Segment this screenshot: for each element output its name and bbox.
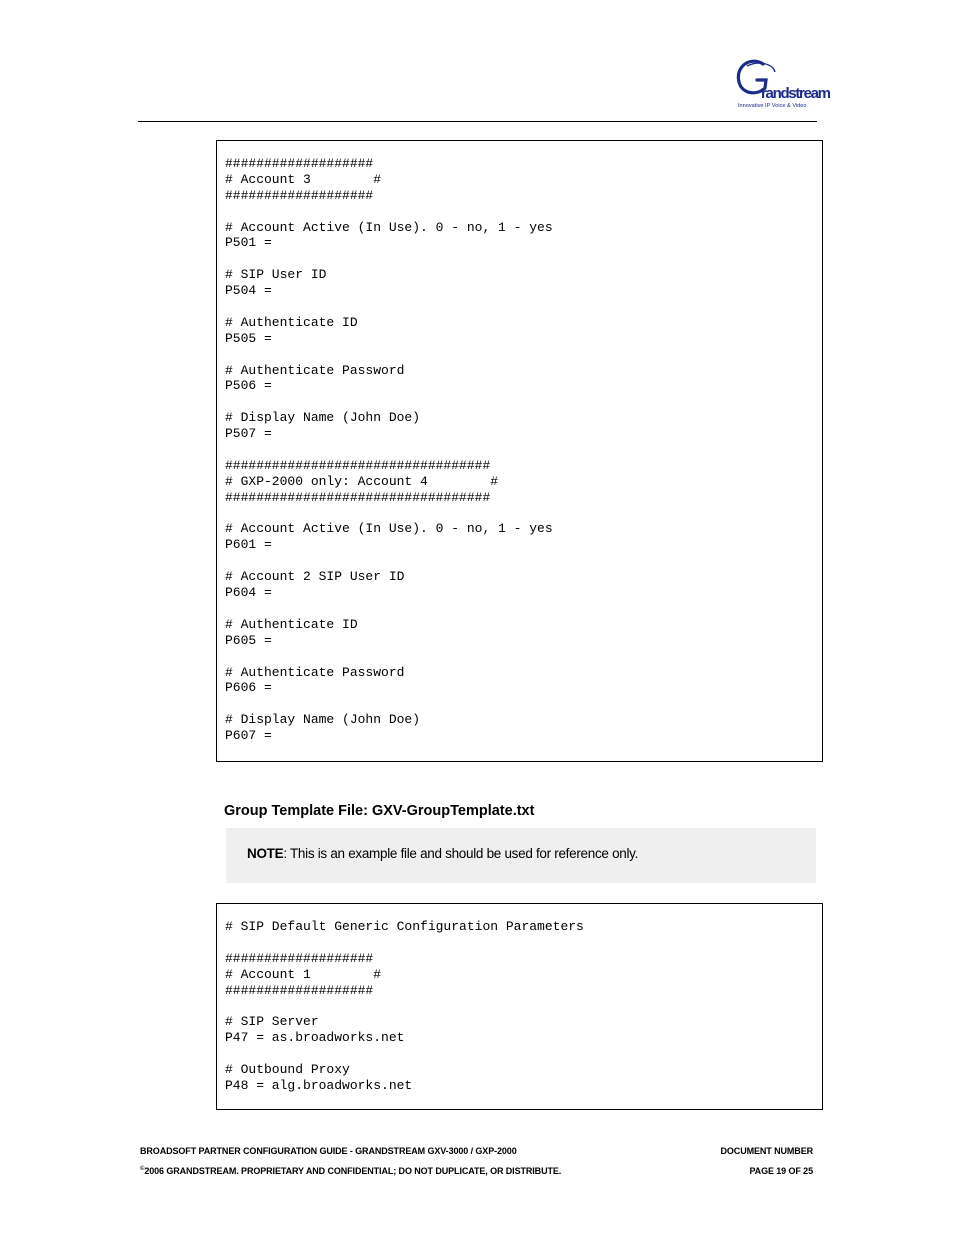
code-line: # Account 2 SIP User ID bbox=[225, 569, 405, 585]
code-line bbox=[225, 299, 814, 315]
code-line: ################################## bbox=[225, 457, 491, 473]
code-line: ################### bbox=[225, 982, 374, 998]
logo-tagline: Innovative IP Voice & Video bbox=[738, 103, 807, 109]
logo-wordmark: randstream bbox=[761, 85, 830, 102]
code-line: P607 = bbox=[225, 728, 272, 744]
code-line: # Display Name (John Doe) bbox=[225, 712, 421, 728]
code-line: P505 = bbox=[225, 330, 272, 346]
code-line: # Account 3 # bbox=[225, 171, 382, 187]
code-line: P501 = bbox=[225, 235, 272, 251]
code-line bbox=[225, 506, 814, 522]
note-text: : This is an example file and should be used for reference only. bbox=[283, 846, 639, 861]
copyright-symbol: © bbox=[140, 1166, 145, 1172]
code-line bbox=[225, 442, 814, 458]
code-line: P47 = as.broadworks.net bbox=[225, 1030, 405, 1046]
code-line: # Outbound Proxy bbox=[225, 1062, 350, 1078]
code-line bbox=[225, 553, 814, 569]
code-line: ################### bbox=[225, 950, 374, 966]
code-line: # Account Active (In Use). 0 - no, 1 - yes bbox=[225, 219, 553, 235]
code-line: P605 = bbox=[225, 632, 272, 648]
footer-copyright bbox=[140, 1166, 561, 1176]
note-box bbox=[226, 828, 816, 883]
code-block-group-template bbox=[216, 903, 823, 1110]
code-line bbox=[225, 935, 814, 951]
code-line: P606 = bbox=[225, 680, 272, 696]
code-line: # Authenticate ID bbox=[225, 314, 358, 330]
note-label: NOTE bbox=[247, 846, 284, 861]
code-line bbox=[225, 347, 814, 363]
code-line: P507 = bbox=[225, 426, 272, 442]
code-line: # Account Active (In Use). 0 - no, 1 - yes bbox=[225, 521, 553, 537]
code-line bbox=[225, 394, 814, 410]
code-line: P506 = bbox=[225, 378, 272, 394]
code-line: # SIP Server bbox=[225, 1014, 319, 1030]
grandstream-logo bbox=[733, 58, 830, 110]
code-line bbox=[225, 696, 814, 712]
code-line bbox=[225, 251, 814, 267]
code-line: P48 = alg.broadworks.net bbox=[225, 1077, 413, 1093]
code-line: P601 = bbox=[225, 537, 272, 553]
code-line: ################### bbox=[225, 187, 374, 203]
code-line: P604 = bbox=[225, 585, 272, 601]
copyright-text: 2006 GRANDSTREAM. PROPRIETARY AND CONFIDENTIAL; DO NOT DUPLICATE, OR DISTRIBUTE. bbox=[144, 1166, 562, 1176]
code-line bbox=[225, 204, 814, 220]
code-line: ################################## bbox=[225, 489, 491, 505]
header-rule bbox=[138, 121, 817, 122]
code-line bbox=[225, 649, 814, 665]
code-line: # SIP Default Generic Configuration Parameters bbox=[225, 919, 584, 934]
code-line: # GXP-2000 only: Account 4 # bbox=[225, 473, 499, 489]
code-line: # Display Name (John Doe) bbox=[225, 410, 421, 426]
footer-document-number: DOCUMENT NUMBER bbox=[720, 1146, 813, 1156]
footer-title: BROADSOFT PARTNER CONFIGURATION GUIDE - GRANDSTREAM GXV-3000 / GXP-2000 bbox=[140, 1146, 517, 1156]
code-line: # Authenticate Password bbox=[225, 664, 405, 680]
code-line: # Authenticate ID bbox=[225, 616, 358, 632]
footer-page-number: PAGE 19 OF 25 bbox=[749, 1166, 813, 1176]
section-heading: Group Template File: GXV-GroupTemplate.txt bbox=[224, 803, 535, 819]
code-line: # Authenticate Password bbox=[225, 362, 405, 378]
code-line: # SIP User ID bbox=[225, 267, 327, 283]
code-line: P504 = bbox=[225, 283, 272, 299]
code-line bbox=[225, 601, 814, 617]
code-block-account-3-4 bbox=[216, 140, 823, 762]
code-line bbox=[225, 1046, 814, 1062]
code-line bbox=[225, 998, 814, 1014]
code-line: # Account 1 # bbox=[225, 966, 382, 982]
code-line: ################### bbox=[225, 156, 374, 171]
